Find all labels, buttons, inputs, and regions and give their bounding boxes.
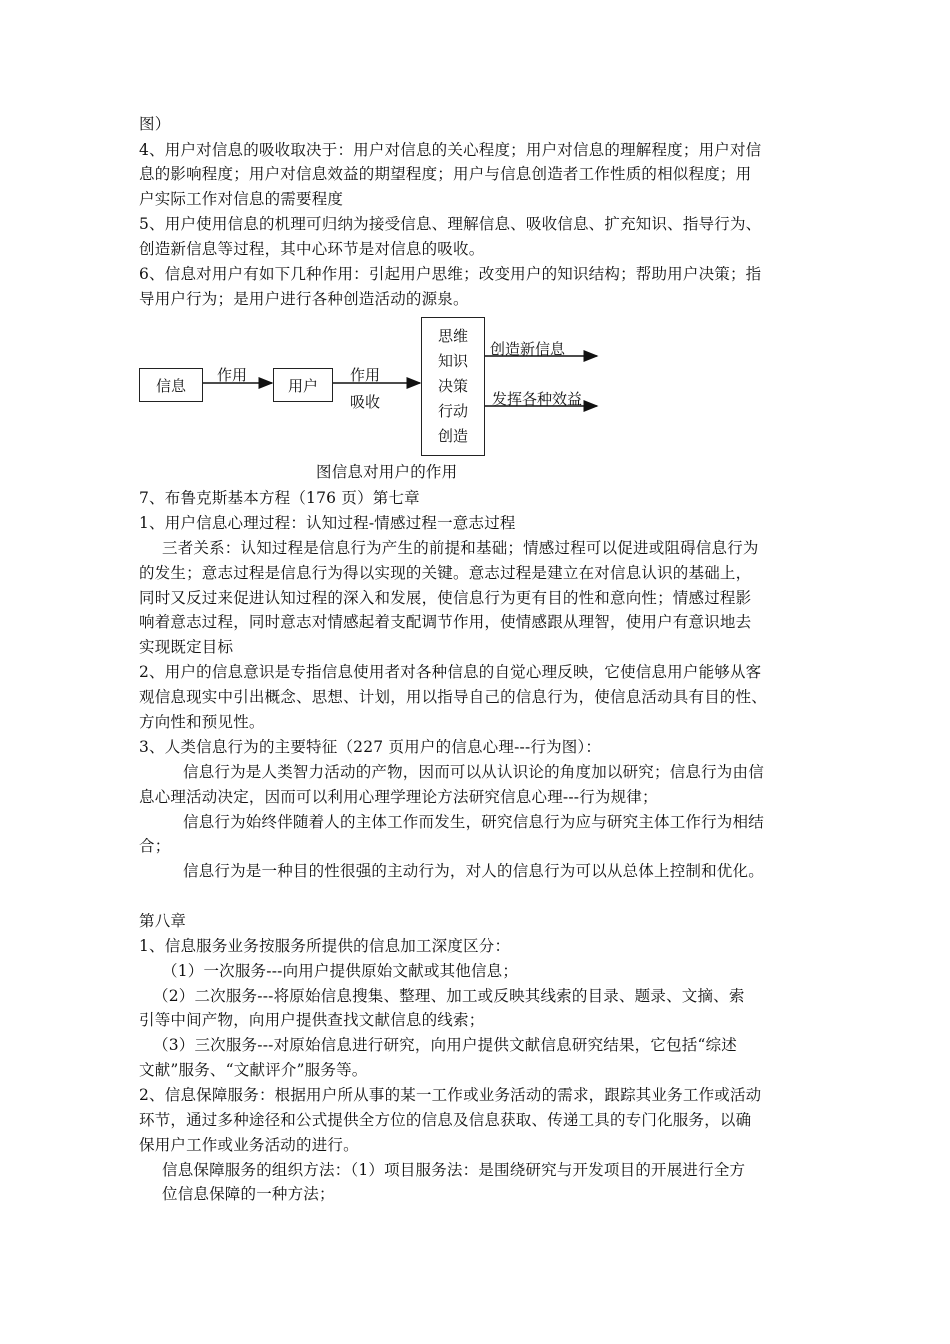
text-line: （3）三次服务---对原始信息进行研究，向用户提供文献信息研究结果，它包括“综述 <box>153 1036 738 1054</box>
text-line: 1、信息服务业务按服务所提供的信息加工深度区分： <box>139 937 511 955</box>
box-user <box>273 368 333 402</box>
text-line: 5、用户使用信息的机理可归纳为接受信息、理解信息、吸收信息、扩充知识、指导行为、 <box>139 215 762 233</box>
text-line: 2、用户的信息意识是专指信息使用者对各种信息的自觉心理反映，它使信息用户能够从客 <box>139 663 762 681</box>
text-line: 方向性和预见性。 <box>139 713 265 731</box>
box-info <box>139 368 203 402</box>
text-line: 实现既定目标 <box>139 638 234 656</box>
box-info-label: 信息 <box>155 376 186 395</box>
text-line: 导用户行为；是用户进行各种创造活动的源泉。 <box>139 290 469 308</box>
text-line: 7、布鲁克斯基本方程（176 页）第七章 <box>139 489 420 507</box>
process-item: 创造 <box>437 427 468 445</box>
text-line: 图） <box>139 115 171 133</box>
text-line: 1、用户信息心理过程：认知过程-情感过程一意志过程 <box>139 514 516 532</box>
text-line: 息的影响程度；用户对信息效益的期望程度；用户与信息创造者工作性质的相似程度；用 <box>139 165 752 183</box>
text-line: 的发生；意志过程是信息行为得以实现的关键。意志过程是建立在对信息认识的基础上， <box>139 564 752 582</box>
text-line: 信息保障服务的组织方法：（1）项目服务法：是围绕研究与开发项目的开展进行全方 <box>162 1161 746 1179</box>
text-line: 息心理活动决定，因而可以利用心理学理论方法研究信息心理---行为规律； <box>139 788 658 806</box>
text-line: 三者关系：认知过程是信息行为产生的前提和基础；情感过程可以促进或阻碍信息行为 <box>162 539 759 557</box>
chapter-heading: 第八章 <box>139 912 187 930</box>
text-line: 3、人类信息行为的主要特征（227 页用户的信息心理---行为图）： <box>139 738 602 756</box>
arrow1-label: 作用 <box>217 366 248 384</box>
text-line: 创造新信息等过程，其中心环节是对信息的吸收。 <box>139 240 485 258</box>
text-line: （2）二次服务---将原始信息搜集、整理、加工或反映其线索的目录、题录、文摘、索 <box>153 987 745 1005</box>
text-line: 保用户工作或业务活动的进行。 <box>139 1136 359 1154</box>
text-line: 文献”服务、“文献评介”服务等。 <box>139 1061 368 1079</box>
arrow2-label-top: 作用 <box>350 366 381 384</box>
text-line: 观信息现实中引出概念、思想、计划，用以指导自己的信息行为，使信息活动具有目的性、 <box>139 688 768 706</box>
text-line: 信息行为是一种目的性很强的主动行为，对人的信息行为可以从总体上控制和优化。 <box>183 862 764 880</box>
box-process <box>421 317 485 456</box>
process-item: 决策 <box>437 377 468 395</box>
text-line: 响着意志过程，同时意志对情感起着支配调节作用，使情感跟从理智，使用户有意识地去 <box>139 613 752 631</box>
text-line: 4、用户对信息的吸收取决于：用户对信息的关心程度；用户对信息的理解程度；用户对信 <box>139 141 762 159</box>
text-line: 引等中间产物，向用户提供查找文献信息的线索； <box>139 1011 485 1029</box>
text-line: 环节，通过多种途径和公式提供全方位的信息及信息获取、传递工具的专门化服务，以确 <box>139 1111 752 1129</box>
text-line: 2、信息保障服务：根据用户所从事的某一工作或业务活动的需求，跟踪其业务工作或活动 <box>139 1086 762 1104</box>
text-line: 位信息保障的一种方法； <box>162 1185 335 1203</box>
text-line: 同时又反过来促进认知过程的深入和发展，使信息行为更有目的性和意向性；情感过程影 <box>139 589 752 607</box>
box-user-label: 用户 <box>287 376 318 395</box>
text-line: 合； <box>139 837 171 855</box>
process-item: 思维 <box>437 327 468 345</box>
text-line: 6、信息对用户有如下几种作用：引起用户思维；改变用户的知识结构；帮助用户决策；指 <box>139 265 762 283</box>
text-line: 信息行为始终伴随着人的主体工作而发生，研究信息行为应与研究主体工作行为相结 <box>183 813 764 831</box>
process-item: 知识 <box>437 352 468 370</box>
process-item: 行动 <box>437 402 468 420</box>
text-line: （1）一次服务---向用户提供原始文献或其他信息； <box>162 962 519 980</box>
text-line: 信息行为是人类智力活动的产物，因而可以从认识论的角度加以研究；信息行为由信 <box>183 763 764 781</box>
out1-label: 创造新信息 <box>490 340 566 358</box>
diagram-caption: 图信息对用户的作用 <box>316 463 458 481</box>
arrow2-label-bottom: 吸收 <box>350 393 381 411</box>
out2-label: 发挥各种效益 <box>492 390 583 408</box>
text-line: 户实际工作对信息的需要程度 <box>139 190 344 208</box>
